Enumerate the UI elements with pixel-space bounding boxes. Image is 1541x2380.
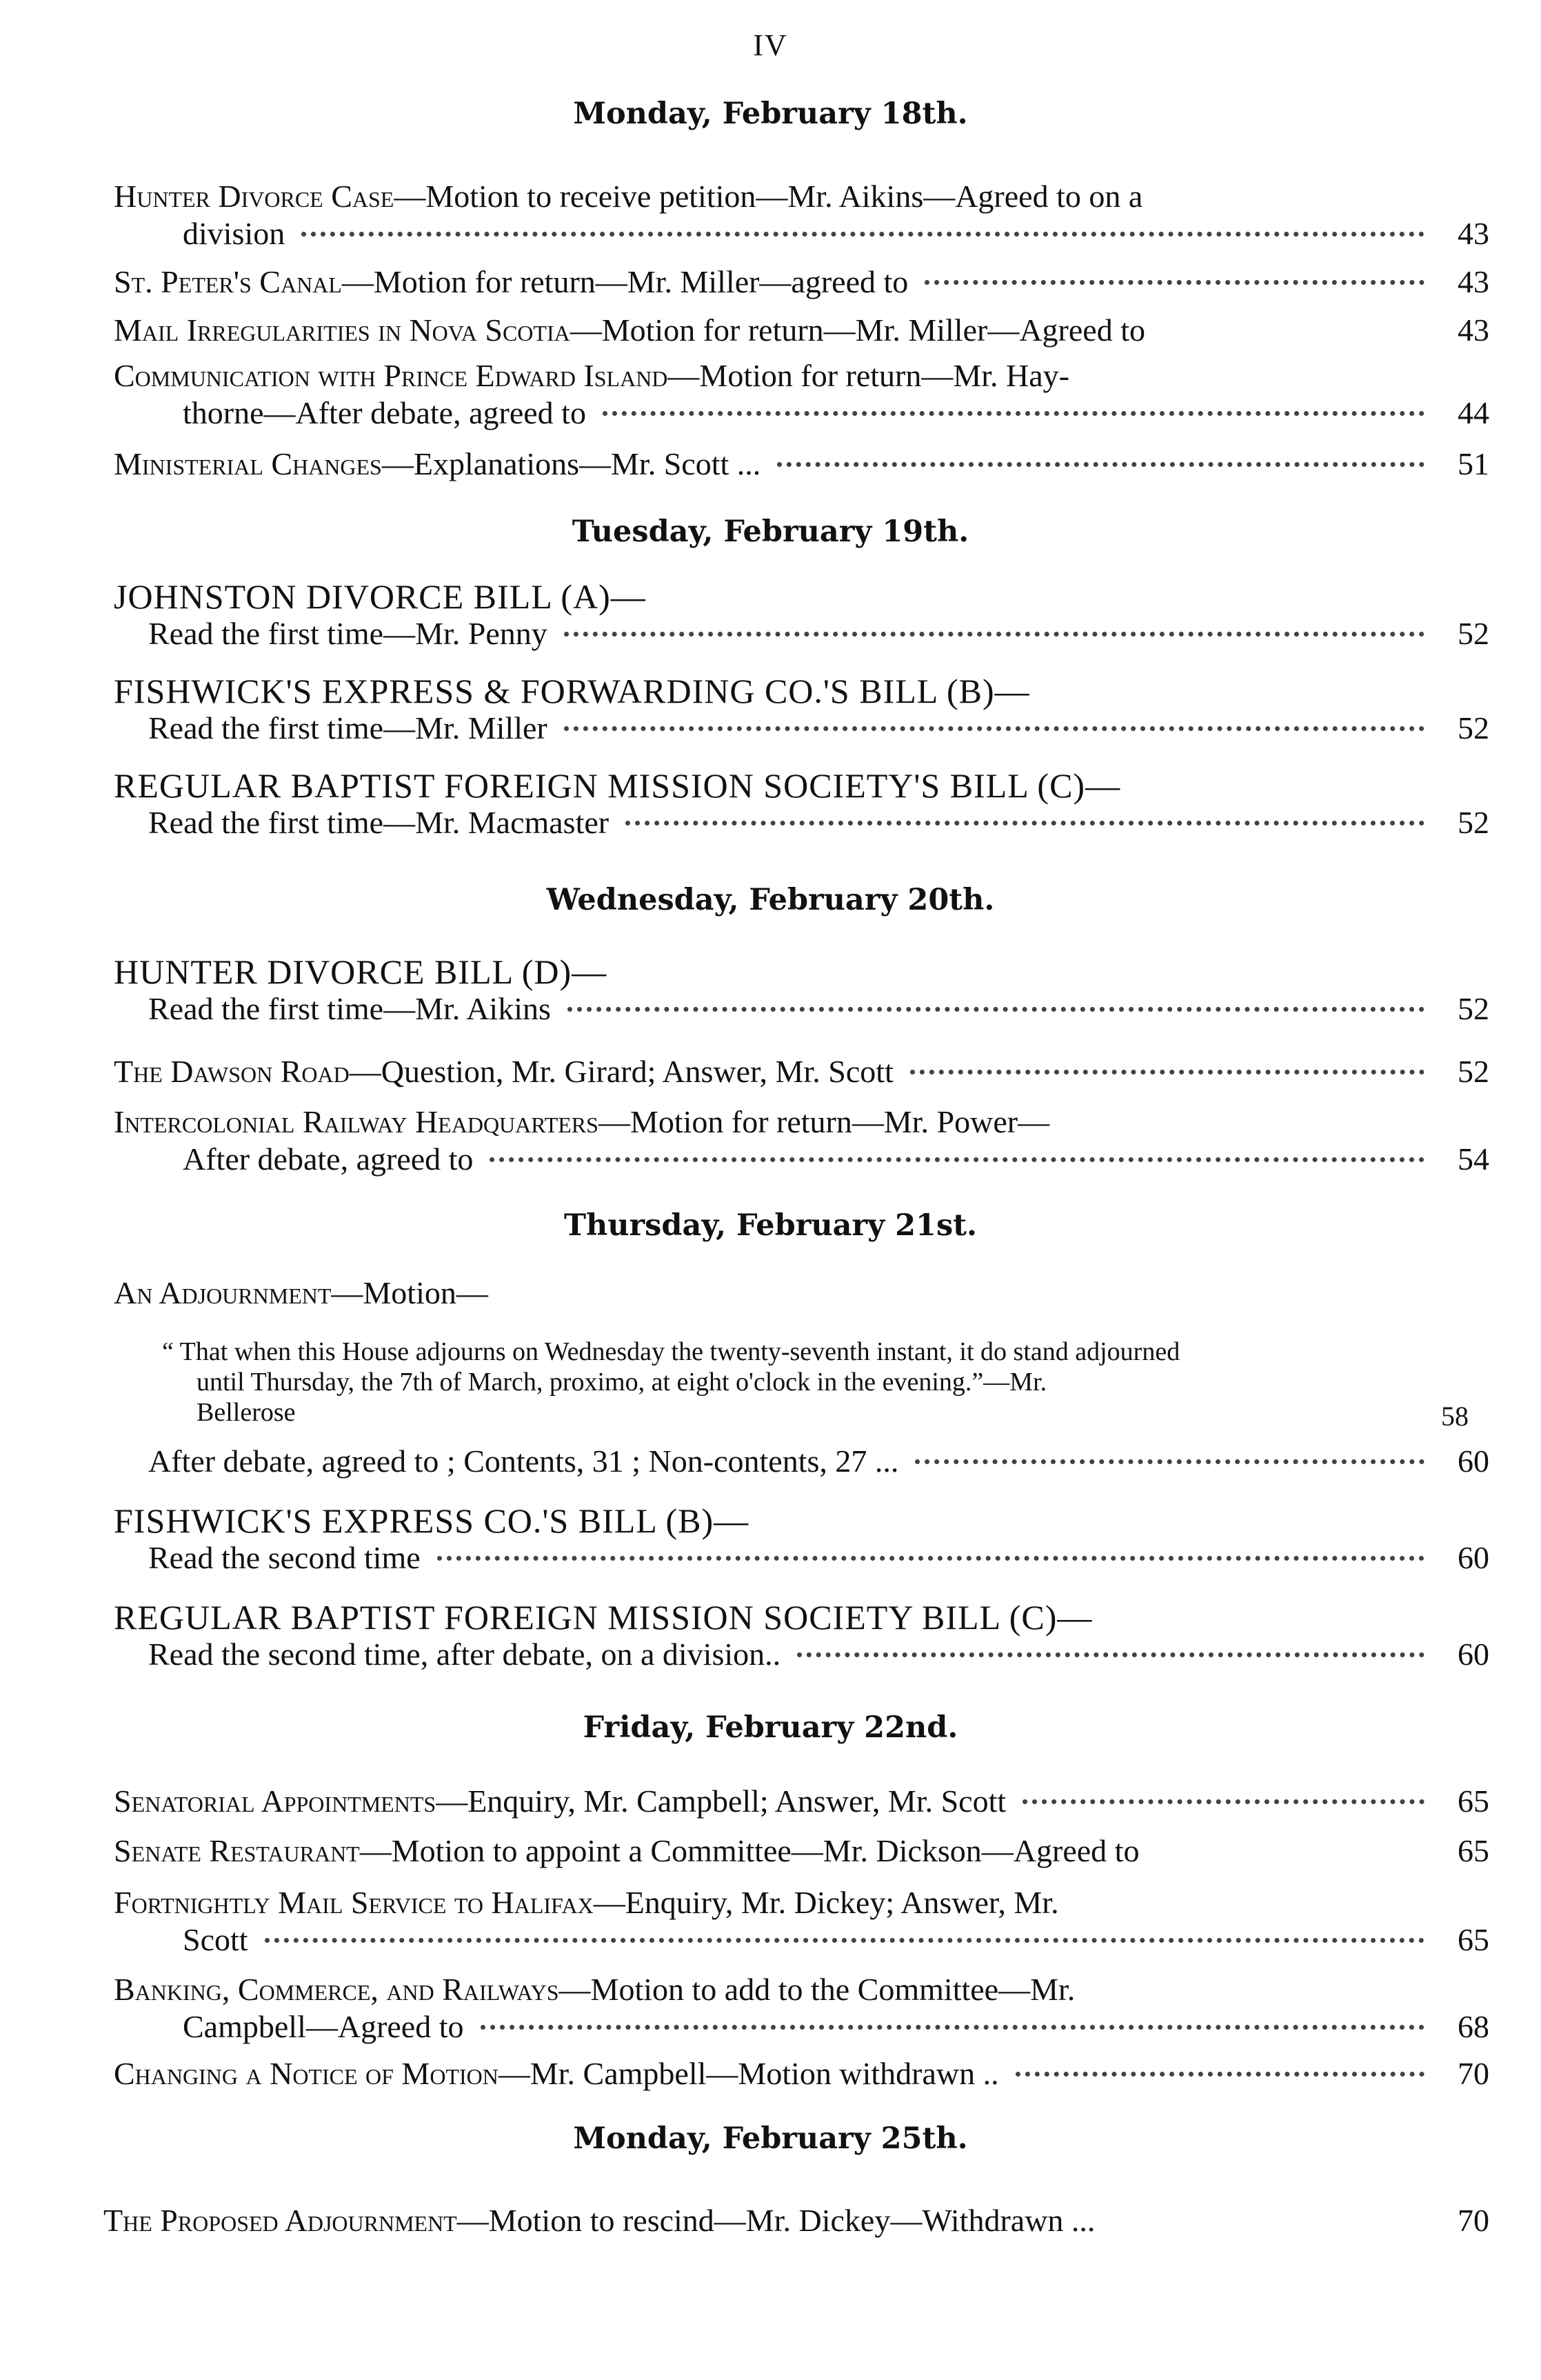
index-entry-continuation: [183, 1921, 1489, 1959]
entry-title: St. Peter's Canal: [114, 264, 342, 299]
entry-title: Changing a Notice of Motion: [114, 2056, 498, 2091]
page-ref: 54: [1458, 1141, 1489, 1177]
page-ref: 70: [1458, 2056, 1489, 2091]
quoted-motion-line: until Thursday, the 7th of March, proximo, at eight o'clock in the evening.”—Mr.: [197, 1368, 1047, 1397]
entry-title: Mail Irregularities in Nova Scotia: [114, 312, 570, 348]
page-ref: 60: [1458, 1637, 1489, 1672]
index-entry: [114, 178, 1489, 215]
dot-leader: [625, 821, 1424, 826]
index-entry-continuation: [183, 1141, 1489, 1178]
entry-title: Senate Restaurant: [114, 1833, 360, 1868]
page-ref: 51: [1458, 446, 1489, 481]
page-ref: 60: [1458, 1443, 1489, 1479]
dot-leader: [1023, 1799, 1424, 1804]
page-number: IV: [753, 28, 788, 62]
dot-leader: [603, 411, 1424, 416]
bill-reading: [148, 804, 1489, 841]
page-ref: 65: [1458, 1922, 1489, 1957]
bill-reading: [148, 1636, 1489, 1673]
entry-title: The Proposed Adjournment: [103, 2203, 457, 2238]
entry-title: Ministerial Changes: [114, 446, 382, 481]
bill-reading: [148, 990, 1489, 1028]
page-ref: 52: [1458, 1054, 1489, 1089]
day-heading: Thursday, February 21st.: [564, 1208, 977, 1243]
entry-continuation: Scott: [183, 1922, 248, 1957]
reading-text: Read the first time—Mr. Penny: [148, 616, 547, 651]
reading-text: Read the first time—Mr. Macmaster: [148, 805, 610, 840]
day-heading: Tuesday, February 19th.: [572, 514, 969, 549]
page-ref: 52: [1458, 805, 1489, 840]
entry-text: —Motion to add to the Committee—Mr.: [558, 1972, 1076, 2007]
entry-continuation: division: [183, 216, 285, 251]
entry-text: —Question, Mr. Girard; Answer, Mr. Scott: [349, 1054, 894, 1089]
dot-leader: [915, 1459, 1424, 1464]
bill-title: JOHNSTON DIVORCE BILL (A)—: [114, 577, 646, 616]
entry-text: —Motion to rescind—Mr. Dickey—Withdrawn ...: [456, 2203, 1096, 2238]
dot-leader: [437, 1556, 1424, 1561]
quoted-motion-line: Bellerose: [197, 1398, 296, 1427]
index-entry-continuation: [183, 2008, 1489, 2046]
dot-leader: [301, 232, 1424, 237]
index-entry: [114, 1971, 1489, 2008]
dot-leader: [490, 1157, 1424, 1162]
bill-title: FISHWICK'S EXPRESS CO.'S BILL (B)—: [114, 1501, 749, 1540]
index-entry: [114, 2055, 1489, 2092]
page-ref: 68: [1458, 2009, 1489, 2044]
dot-leader: [910, 1070, 1424, 1074]
entry-text: —Motion to appoint a Committee—Mr. Dickson—Agreed to: [359, 1833, 1140, 1868]
index-entry-continuation: [183, 215, 1489, 252]
dot-leader: [265, 1938, 1424, 1943]
index-entry: [114, 1832, 1489, 1870]
day-heading: Monday, February 25th.: [573, 2121, 968, 2156]
entry-title: An Adjournment: [114, 1275, 332, 1310]
bill-reading: [148, 615, 1489, 652]
page-ref: 70: [1458, 2203, 1489, 2238]
index-entry: [114, 1783, 1489, 1820]
entry-text: —Motion for return—Mr. Hay-: [667, 358, 1069, 393]
index-entry: [114, 263, 1489, 301]
reading-text: Read the second time, after debate, on a division..: [148, 1637, 781, 1672]
dot-leader: [925, 280, 1424, 285]
entry-title: Intercolonial Railway Headquarters: [114, 1104, 598, 1139]
bill-title: HUNTER DIVORCE BILL (D)—: [114, 952, 607, 991]
index-entry: [103, 2202, 1489, 2239]
entry-continuation: Campbell—Agreed to: [183, 2009, 464, 2044]
index-entry: [114, 446, 1489, 483]
index-entry: [114, 1884, 1489, 1921]
bill-title: FISHWICK'S EXPRESS & FORWARDING CO.'S BILL (B)—: [114, 672, 1030, 710]
reading-text: Read the second time: [148, 1540, 421, 1575]
entry-text: —Enquiry, Mr. Dickey; Answer, Mr.: [593, 1885, 1059, 1920]
entry-text: —Motion—: [331, 1275, 488, 1310]
bill-title: REGULAR BAPTIST FOREIGN MISSION SOCIETY BILL (C)—: [114, 1598, 1093, 1637]
entry-text: —Explanations—Mr. Scott ...: [381, 446, 761, 481]
reading-text: Read the first time—Mr. Aikins: [148, 991, 551, 1026]
entry-title: Fortnightly Mail Service to Halifax: [114, 1885, 594, 1920]
entry-title: Senatorial Appointments: [114, 1783, 436, 1819]
index-entry: [114, 357, 1489, 394]
bill-reading: [148, 710, 1489, 747]
adjournment-heading: [114, 1274, 1489, 1312]
dot-leader: [564, 632, 1424, 637]
dot-leader: [1016, 2072, 1424, 2077]
entry-title: Hunter Divorce Case: [114, 179, 394, 214]
page-ref: 60: [1458, 1540, 1489, 1575]
result-text: After debate, agreed to ; Contents, 31 ; Non-contents, 27 ...: [148, 1443, 899, 1479]
page-ref: 65: [1458, 1783, 1489, 1819]
entry-text: —Motion to receive petition—Mr. Aikins—Agreed to on a: [394, 179, 1143, 214]
dot-leader: [797, 1652, 1424, 1657]
day-heading: Monday, February 18th.: [573, 97, 968, 131]
dot-leader: [777, 462, 1424, 467]
page-ref: 43: [1458, 216, 1489, 251]
day-heading: Wednesday, February 20th.: [546, 883, 995, 917]
page-ref: 43: [1458, 312, 1489, 348]
index-entry-continuation: [183, 394, 1489, 432]
page-ref: 52: [1458, 616, 1489, 651]
dot-leader: [481, 2025, 1424, 2030]
entry-title: The Dawson Road: [114, 1054, 350, 1089]
page-ref: 52: [1458, 991, 1489, 1026]
reading-text: Read the first time—Mr. Miller: [148, 710, 547, 746]
bill-reading: [148, 1539, 1489, 1577]
entry-text: —Motion for return—Mr. Miller—Agreed to: [570, 312, 1145, 348]
index-entry: [114, 312, 1489, 349]
entry-text: —Motion for return—Mr. Power—: [598, 1104, 1050, 1139]
entry-continuation: thorne—After debate, agreed to: [183, 395, 586, 430]
dot-leader: [564, 726, 1424, 731]
page-ref: 43: [1458, 264, 1489, 299]
entry-text: —Mr. Campbell—Motion withdrawn ..: [498, 2056, 999, 2091]
debate-result: [148, 1443, 1489, 1480]
bill-title: REGULAR BAPTIST FOREIGN MISSION SOCIETY'S BILL (C)—: [114, 766, 1121, 805]
index-entry: [114, 1103, 1489, 1141]
quoted-motion-line: “ That when this House adjourns on Wednesday the twenty-seventh instant, it do stand adjourned: [162, 1337, 1180, 1366]
page-ref: 52: [1458, 710, 1489, 746]
dot-leader: [567, 1007, 1424, 1012]
entry-continuation: After debate, agreed to: [183, 1141, 474, 1177]
entry-title: Banking, Commerce, and Railways: [114, 1972, 559, 2007]
entry-title: Communication with Prince Edward Island: [114, 358, 668, 393]
day-heading: Friday, February 22nd.: [583, 1710, 958, 1745]
page-ref: 58: [1441, 1401, 1469, 1432]
page-ref: 65: [1458, 1833, 1489, 1868]
entry-text: —Enquiry, Mr. Campbell; Answer, Mr. Scott: [436, 1783, 1007, 1819]
index-entry: [114, 1053, 1489, 1090]
entry-text: —Motion for return—Mr. Miller—agreed to: [341, 264, 909, 299]
page-ref: 44: [1458, 395, 1489, 430]
